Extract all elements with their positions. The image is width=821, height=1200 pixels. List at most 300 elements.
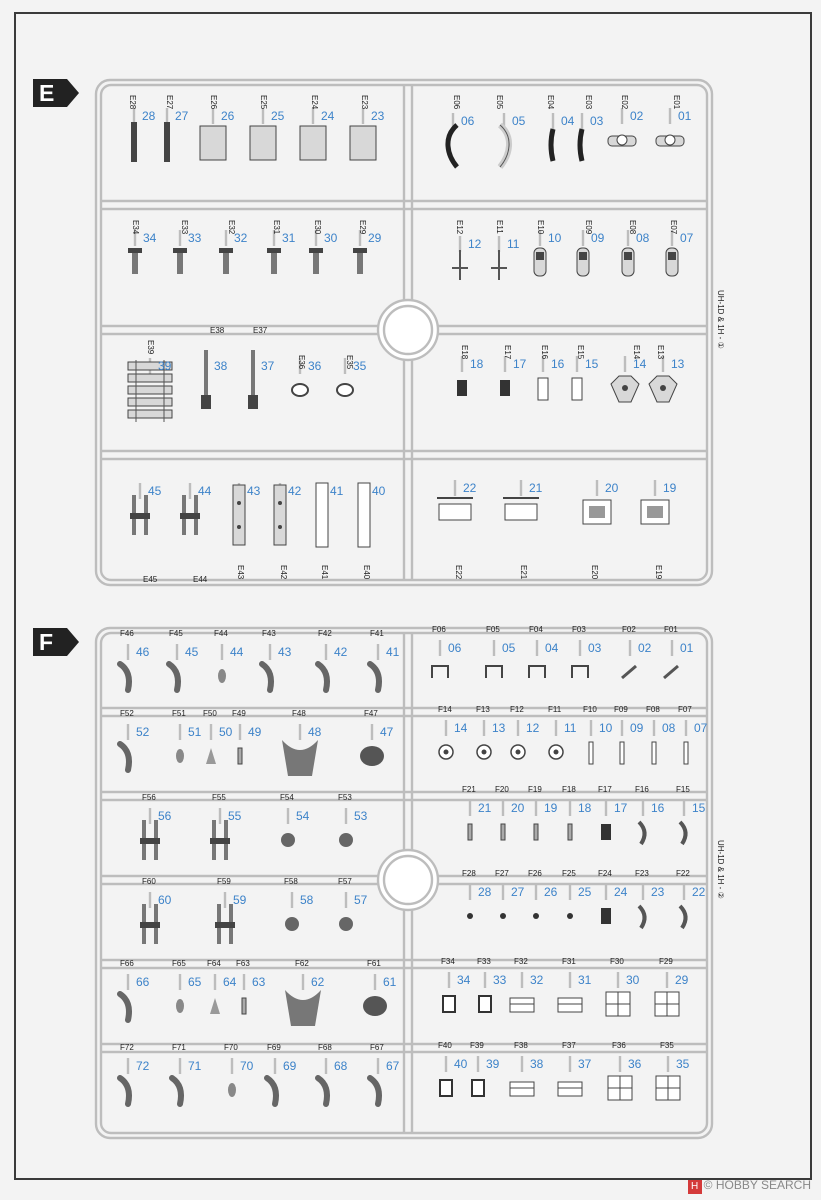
part-code: E04 xyxy=(546,95,555,110)
part-shape xyxy=(176,749,184,763)
part-code: E28 xyxy=(128,95,137,110)
part-shape xyxy=(173,248,187,253)
part-shape xyxy=(285,990,321,1026)
part-code: E06 xyxy=(452,95,461,110)
part-number: 10 xyxy=(548,231,562,245)
part-f13 xyxy=(476,705,506,759)
part-e12 xyxy=(452,220,482,280)
part-shape xyxy=(551,129,553,161)
part-shape xyxy=(680,906,686,928)
part-shape xyxy=(572,666,588,678)
part-code: F21 xyxy=(462,785,476,794)
part-shape xyxy=(624,252,632,260)
part-shape xyxy=(639,822,645,844)
part-shape xyxy=(238,748,242,764)
part-f45 xyxy=(169,629,199,690)
part-f19 xyxy=(528,785,558,840)
part-code: F60 xyxy=(142,877,156,886)
part-code: F59 xyxy=(217,877,231,886)
part-number: 34 xyxy=(143,231,157,245)
sprue-e xyxy=(96,80,725,585)
part-code: F15 xyxy=(676,785,690,794)
part-code: F54 xyxy=(280,793,294,802)
part-code: E03 xyxy=(584,95,593,110)
part-shape xyxy=(318,1078,327,1104)
part-f49 xyxy=(232,709,262,764)
part-code: F08 xyxy=(646,705,660,714)
part-number: 06 xyxy=(461,114,475,128)
part-shape xyxy=(267,1078,276,1104)
part-number: 46 xyxy=(136,645,150,659)
part-shape xyxy=(534,824,538,840)
part-code: F31 xyxy=(562,957,576,966)
part-shape xyxy=(622,666,636,678)
part-shape xyxy=(363,996,387,1016)
part-number: 39 xyxy=(486,1057,500,1071)
part-code: E29 xyxy=(358,220,367,235)
part-code: F13 xyxy=(476,705,490,714)
part-e45 xyxy=(130,483,162,584)
part-code: E27 xyxy=(165,95,174,110)
part-code: F20 xyxy=(495,785,509,794)
watermark-text: © HOBBY SEARCH xyxy=(703,1178,811,1192)
part-number: 37 xyxy=(261,359,275,373)
part-e20 xyxy=(583,480,619,580)
part-code: F32 xyxy=(514,957,528,966)
part-shape xyxy=(370,1078,379,1104)
part-number: 63 xyxy=(252,975,266,989)
part-number: 04 xyxy=(561,114,575,128)
part-number: 07 xyxy=(694,721,708,735)
part-code: E19 xyxy=(654,565,663,580)
part-code: F53 xyxy=(338,793,352,802)
part-e36 xyxy=(292,355,322,396)
part-e28 xyxy=(128,95,156,162)
part-number: 37 xyxy=(578,1057,592,1071)
part-shape xyxy=(360,746,384,766)
part-shape xyxy=(601,908,611,924)
part-shape xyxy=(558,998,582,1012)
part-e34 xyxy=(128,220,157,274)
part-shape xyxy=(200,126,226,160)
part-shape xyxy=(130,513,150,519)
part-f36 xyxy=(608,1041,642,1100)
part-number: 38 xyxy=(530,1057,544,1071)
part-shape xyxy=(218,669,226,683)
part-code: F63 xyxy=(236,959,250,968)
part-code: F70 xyxy=(224,1043,238,1052)
part-number: 24 xyxy=(321,109,335,123)
part-code: E33 xyxy=(180,220,189,235)
part-number: 06 xyxy=(448,641,462,655)
part-code: E15 xyxy=(576,345,585,360)
part-number: 29 xyxy=(675,973,689,987)
part-f39 xyxy=(470,1041,500,1096)
part-code: E22 xyxy=(454,565,463,580)
part-shape xyxy=(622,385,628,391)
part-number: 26 xyxy=(221,109,235,123)
part-number: 21 xyxy=(478,801,492,815)
part-shape xyxy=(267,248,281,253)
sprue-side-label: UH-1D & 1H - ② xyxy=(716,840,725,899)
part-code: F35 xyxy=(660,1041,674,1050)
part-code: F62 xyxy=(295,959,309,968)
part-number: 08 xyxy=(636,231,650,245)
part-e25 xyxy=(250,95,285,160)
part-code: E45 xyxy=(143,575,158,584)
part-number: 61 xyxy=(383,975,397,989)
part-number: 33 xyxy=(188,231,202,245)
part-f15 xyxy=(676,785,706,844)
part-e18 xyxy=(457,345,484,396)
part-number: 57 xyxy=(354,893,368,907)
part-code: F01 xyxy=(664,625,678,634)
part-f52 xyxy=(120,709,150,770)
part-code: E24 xyxy=(310,95,319,110)
part-code: F16 xyxy=(635,785,649,794)
part-number: 07 xyxy=(680,231,694,245)
part-code: E10 xyxy=(536,220,545,235)
part-number: 27 xyxy=(175,109,189,123)
part-f16 xyxy=(635,785,665,844)
part-number: 17 xyxy=(513,357,527,371)
part-f31 xyxy=(558,957,592,1012)
part-e38 xyxy=(201,326,228,409)
part-code: F48 xyxy=(292,709,306,718)
part-shape xyxy=(505,504,537,520)
part-shape xyxy=(443,996,455,1012)
part-e23 xyxy=(350,95,385,160)
part-code: F41 xyxy=(370,629,384,638)
part-shape xyxy=(250,126,276,160)
part-shape xyxy=(668,252,676,260)
part-number: 14 xyxy=(633,357,647,371)
part-shape xyxy=(274,485,286,545)
part-code: F24 xyxy=(598,869,612,878)
part-code: F26 xyxy=(528,869,542,878)
part-code: E40 xyxy=(362,565,371,580)
part-number: 15 xyxy=(585,357,599,371)
part-number: 45 xyxy=(148,484,162,498)
part-e42 xyxy=(274,483,302,580)
part-e37 xyxy=(248,326,275,409)
part-shape xyxy=(617,135,627,145)
part-shape xyxy=(282,740,318,776)
part-shape xyxy=(131,122,137,162)
part-number: 04 xyxy=(545,641,559,655)
part-code: F67 xyxy=(370,1043,384,1052)
part-shape xyxy=(201,395,211,409)
part-e19 xyxy=(641,480,677,580)
part-shape xyxy=(300,126,326,160)
part-number: 31 xyxy=(578,973,592,987)
part-code: E07 xyxy=(669,220,678,235)
part-f55 xyxy=(210,793,242,860)
part-e01 xyxy=(656,95,692,146)
part-number: 25 xyxy=(578,885,592,899)
part-number: 19 xyxy=(544,801,558,815)
part-code: F57 xyxy=(338,877,352,886)
part-shape xyxy=(620,742,624,764)
part-shape xyxy=(237,525,241,529)
part-e41 xyxy=(316,483,344,580)
part-code: F14 xyxy=(438,705,452,714)
part-number: 36 xyxy=(308,359,322,373)
part-shape xyxy=(242,998,246,1014)
part-code: E12 xyxy=(455,220,464,235)
part-code: E05 xyxy=(495,95,504,110)
part-e22 xyxy=(437,480,477,580)
part-number: 71 xyxy=(188,1059,202,1073)
part-shape xyxy=(169,664,178,690)
part-e39 xyxy=(128,340,172,422)
part-shape xyxy=(639,906,645,928)
part-number: 13 xyxy=(492,721,506,735)
part-number: 22 xyxy=(692,885,706,899)
part-number: 15 xyxy=(692,801,706,815)
part-e11 xyxy=(491,220,520,280)
part-code: E26 xyxy=(209,95,218,110)
part-number: 22 xyxy=(463,481,477,495)
part-code: E41 xyxy=(320,565,329,580)
part-shape xyxy=(510,998,534,1012)
part-number: 16 xyxy=(551,357,565,371)
part-e08 xyxy=(622,220,650,276)
hobby-search-logo-icon: H xyxy=(688,1180,702,1194)
part-shape xyxy=(128,398,172,406)
part-f47 xyxy=(360,709,394,766)
part-f48 xyxy=(282,709,322,776)
part-code: F23 xyxy=(635,869,649,878)
part-number: 09 xyxy=(630,721,644,735)
part-number: 45 xyxy=(185,645,199,659)
part-code: E37 xyxy=(253,326,268,335)
part-number: 44 xyxy=(198,484,212,498)
part-f43 xyxy=(262,629,292,690)
part-code: F61 xyxy=(367,959,381,968)
part-code: E25 xyxy=(259,95,268,110)
part-e44 xyxy=(180,483,212,584)
part-shape xyxy=(318,664,327,690)
part-number: 02 xyxy=(630,109,644,123)
part-code: F17 xyxy=(598,785,612,794)
part-e16 xyxy=(538,345,565,400)
part-shape xyxy=(337,384,353,396)
part-number: 23 xyxy=(371,109,385,123)
part-shape xyxy=(439,504,471,520)
part-shape xyxy=(237,501,241,505)
part-shape xyxy=(536,252,544,260)
part-code: E01 xyxy=(672,95,681,110)
part-e43 xyxy=(233,483,261,580)
part-f24 xyxy=(598,869,628,924)
part-number: 58 xyxy=(300,893,314,907)
part-number: 35 xyxy=(353,359,367,373)
part-number: 10 xyxy=(599,721,613,735)
part-code: F42 xyxy=(318,629,332,638)
part-shape xyxy=(370,664,379,690)
part-code: F12 xyxy=(510,705,524,714)
part-number: 14 xyxy=(454,721,468,735)
part-shape xyxy=(140,838,160,844)
part-shape xyxy=(339,917,353,931)
part-number: 48 xyxy=(308,725,322,739)
part-shape xyxy=(215,922,235,928)
part-shape xyxy=(572,378,582,400)
part-e31 xyxy=(267,220,296,274)
part-code: F03 xyxy=(572,625,586,634)
part-number: 23 xyxy=(651,885,665,899)
part-code: F30 xyxy=(610,957,624,966)
part-number: 01 xyxy=(680,641,694,655)
part-code: F71 xyxy=(172,1043,186,1052)
part-code: F40 xyxy=(438,1041,452,1050)
part-shape xyxy=(128,248,142,253)
part-code: E43 xyxy=(236,565,245,580)
part-number: 60 xyxy=(158,893,172,907)
part-e27 xyxy=(164,95,189,162)
part-number: 59 xyxy=(233,893,247,907)
part-number: 53 xyxy=(354,809,368,823)
part-code: E20 xyxy=(590,565,599,580)
part-code: E35 xyxy=(345,355,354,370)
part-code: F02 xyxy=(622,625,636,634)
part-shape xyxy=(219,248,233,253)
part-code: F19 xyxy=(528,785,542,794)
part-number: 05 xyxy=(512,114,526,128)
part-number: 47 xyxy=(380,725,394,739)
part-shape xyxy=(589,506,605,518)
part-e15 xyxy=(572,345,599,400)
part-number: 40 xyxy=(372,484,386,498)
part-number: 03 xyxy=(588,641,602,655)
part-shape xyxy=(468,824,472,840)
part-code: F09 xyxy=(614,705,628,714)
part-shape xyxy=(128,386,172,394)
part-f07 xyxy=(678,705,708,764)
part-code: F50 xyxy=(203,709,217,718)
part-shape xyxy=(350,126,376,160)
part-e05 xyxy=(495,95,526,167)
part-number: 41 xyxy=(386,645,400,659)
part-code: E42 xyxy=(279,565,288,580)
part-number: 24 xyxy=(614,885,628,899)
part-e29 xyxy=(353,220,382,274)
part-code: E13 xyxy=(656,345,665,360)
part-shape xyxy=(285,917,299,931)
part-number: 01 xyxy=(678,109,692,123)
part-shape xyxy=(501,824,505,840)
part-f44 xyxy=(214,629,244,683)
part-e30 xyxy=(309,220,338,274)
part-code: E31 xyxy=(272,220,281,235)
part-code: F52 xyxy=(120,709,134,718)
part-code: F29 xyxy=(659,957,673,966)
part-f14 xyxy=(438,705,468,759)
part-number: 28 xyxy=(478,885,492,899)
part-code: F72 xyxy=(120,1043,134,1052)
part-shape xyxy=(248,395,258,409)
part-e04 xyxy=(546,95,575,161)
part-code: F39 xyxy=(470,1041,484,1050)
part-shape xyxy=(262,664,271,690)
part-number: 03 xyxy=(590,114,604,128)
part-code: E21 xyxy=(519,565,528,580)
part-shape xyxy=(538,378,548,400)
part-code: F36 xyxy=(612,1041,626,1050)
part-number: 16 xyxy=(651,801,665,815)
part-number: 11 xyxy=(564,721,577,735)
part-shape xyxy=(440,1080,452,1096)
part-shape xyxy=(228,1083,236,1097)
part-code: E14 xyxy=(632,345,641,360)
part-e14 xyxy=(611,345,647,402)
part-shape xyxy=(292,384,308,396)
part-number: 67 xyxy=(386,1059,400,1073)
part-shape xyxy=(568,824,572,840)
sprue-hub xyxy=(378,300,438,360)
part-shape xyxy=(358,483,370,547)
part-f21 xyxy=(462,785,492,840)
part-f50 xyxy=(203,709,233,764)
part-number: 49 xyxy=(248,725,262,739)
part-number: 54 xyxy=(296,809,310,823)
part-code: E32 xyxy=(227,220,236,235)
part-shape xyxy=(120,1078,129,1104)
part-number: 62 xyxy=(311,975,325,989)
part-number: 39 xyxy=(158,359,172,373)
part-shape xyxy=(500,380,510,396)
part-number: 35 xyxy=(676,1057,690,1071)
part-number: 17 xyxy=(614,801,628,815)
part-e09 xyxy=(577,220,605,276)
part-code: F49 xyxy=(232,709,246,718)
part-e17 xyxy=(500,345,527,396)
part-shape xyxy=(601,824,611,840)
part-code: E16 xyxy=(540,345,549,360)
part-e21 xyxy=(503,480,543,580)
part-code: F34 xyxy=(441,957,455,966)
part-code: E17 xyxy=(503,345,512,360)
part-number: 44 xyxy=(230,645,244,659)
part-f08 xyxy=(646,705,676,764)
part-shape xyxy=(444,750,449,755)
part-code: F11 xyxy=(548,705,562,714)
part-number: 69 xyxy=(283,1059,297,1073)
part-shape xyxy=(278,501,282,505)
part-number: 25 xyxy=(271,109,285,123)
part-number: 26 xyxy=(544,885,558,899)
part-shape xyxy=(680,822,686,844)
part-code: F45 xyxy=(169,629,183,638)
part-number: 40 xyxy=(454,1057,468,1071)
part-code: E02 xyxy=(620,95,629,110)
part-shape xyxy=(660,385,666,391)
part-e07 xyxy=(666,220,694,276)
part-code: F04 xyxy=(529,625,543,634)
part-e13 xyxy=(649,345,685,402)
part-f40 xyxy=(438,1041,468,1096)
part-number: 33 xyxy=(493,973,507,987)
part-shape xyxy=(172,1078,181,1104)
part-shape xyxy=(339,833,353,847)
part-e33 xyxy=(173,220,202,274)
part-shape xyxy=(479,996,491,1012)
part-shape xyxy=(309,248,323,253)
part-code: E30 xyxy=(313,220,322,235)
part-f35 xyxy=(656,1041,690,1100)
part-number: 18 xyxy=(470,357,484,371)
